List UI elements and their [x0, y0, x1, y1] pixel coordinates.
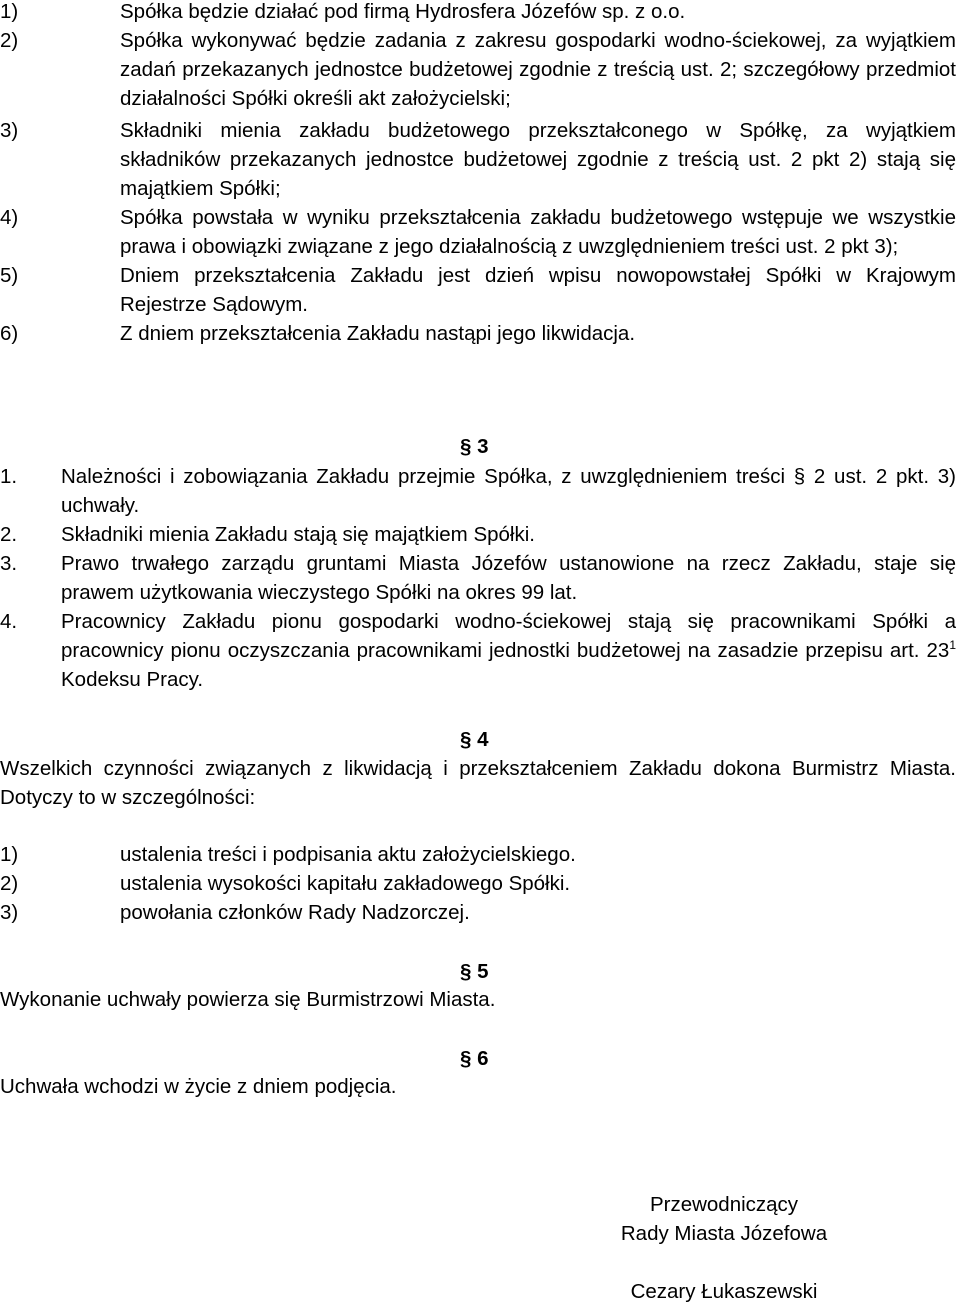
- list-item: [0, 462, 956, 520]
- item-text: Z dniem przekształcenia Zakładu nastąpi jego likwidacja.: [120, 322, 636, 345]
- list-item: [0, 261, 956, 319]
- section6-heading: § 6: [460, 1047, 489, 1070]
- item-text: Składniki mienia Zakładu stają się majątkiem Spółki.: [61, 523, 535, 546]
- item-number: 1): [0, 0, 19, 23]
- item-number: 4): [0, 206, 19, 229]
- item-text-tail: Kodeksu Pracy.: [61, 668, 204, 691]
- section5-text: Wykonanie uchwały powierza się Burmistrzowi Miasta.: [0, 988, 496, 1011]
- list-item: [0, 203, 956, 261]
- signature-body: Rady Miasta Józefowa: [620, 1222, 828, 1245]
- item-text: Składniki mienia zakładu budżetowego przekształconego w Spółkę, za wyjątkiem składników przekazanych jednostce budżetowej zgodnie z treścią ust. 2 pkt 2) stają się majątkiem Spółki;: [120, 119, 956, 200]
- item-text: Spółka wykonywać będzie zadania z zakresu gospodarki wodno-ściekowej, za wyjątkiem zadań przekazanych jednostce budżetowej zgodnie z treścią ust. 2; szczegółowy przedmiot działalności Spółki określi akt założycielski;: [120, 29, 956, 110]
- list-item: [0, 549, 956, 607]
- list-item: [0, 116, 956, 203]
- item-number: 2.: [0, 523, 18, 546]
- item-text: Dniem przekształcenia Zakładu jest dzień wpisu nowopowstałej Spółki w Krajowym Rejestrze Sądowym.: [120, 264, 956, 316]
- item-number: 3): [0, 119, 19, 142]
- item-number: 4.: [0, 610, 18, 633]
- section4-list: [0, 840, 956, 927]
- superscript: 1: [949, 638, 956, 652]
- section3-heading: § 3: [460, 435, 489, 458]
- section3-list: [0, 462, 956, 694]
- section6-text: Uchwała wchodzi w życie z dniem podjęcia.: [0, 1075, 397, 1098]
- section4-heading: § 4: [460, 728, 489, 751]
- item-text: powołania członków Rady Nadzorczej.: [120, 901, 470, 924]
- item-text: [61, 607, 956, 694]
- section4-intro: Wszelkich czynności związanych z likwidacją i przekształceniem Zakładu dokona Burmistrz Miasta. Dotyczy to w szczególności:: [0, 757, 956, 809]
- item-number: 2): [0, 872, 19, 895]
- item-text: Spółka będzie działać pod firmą Hydrosfera Józefów sp. z o.o.: [120, 0, 686, 23]
- list-item: [0, 26, 956, 113]
- list-item: [0, 319, 956, 348]
- list-item: [0, 898, 956, 927]
- item-number: 6): [0, 322, 19, 345]
- item-text-main: Pracownicy Zakładu pionu gospodarki wodno-ściekowej stają się pracownikami Spółki a pracownicy pionu oczyszczania pracownikami jednostki budżetowej na zasadzie przepisu art. 23: [61, 610, 956, 662]
- signature-title: Przewodniczący: [649, 1193, 799, 1216]
- signature-name: Cezary Łukaszewski: [630, 1280, 818, 1303]
- item-text: Spółka powstała w wyniku przekształcenia zakładu budżetowego wstępuje we wszystkie prawa i obowiązki związane z jego działalnością z uwzględnieniem treści ust. 2 pkt 3);: [120, 206, 956, 258]
- list-item: [0, 0, 956, 26]
- list-item: [0, 840, 956, 869]
- list-item: [0, 520, 956, 549]
- item-number: 1.: [0, 465, 18, 488]
- item-text: ustalenia wysokości kapitału zakładowego Spółki.: [120, 872, 571, 895]
- item-text: ustalenia treści i podpisania aktu założycielskiego.: [120, 843, 576, 866]
- item-text: Prawo trwałego zarządu gruntami Miasta Józefów ustanowione na rzecz Zakładu, staje się prawem użytkowania wieczystego Spółki na okres 99 lat.: [61, 552, 956, 604]
- item-number: 1): [0, 843, 19, 866]
- item-number: 3.: [0, 552, 18, 575]
- item-number: 3): [0, 901, 19, 924]
- list-item: [0, 869, 956, 898]
- item-number: 5): [0, 264, 19, 287]
- list-item: [0, 607, 956, 694]
- item-text: Należności i zobowiązania Zakładu przejmie Spółka, z uwzględnieniem treści § 2 ust. 2 pkt. 3) uchwały.: [61, 465, 956, 517]
- section2-list: [0, 0, 956, 348]
- section5-heading: § 5: [460, 960, 489, 983]
- item-number: 2): [0, 29, 19, 52]
